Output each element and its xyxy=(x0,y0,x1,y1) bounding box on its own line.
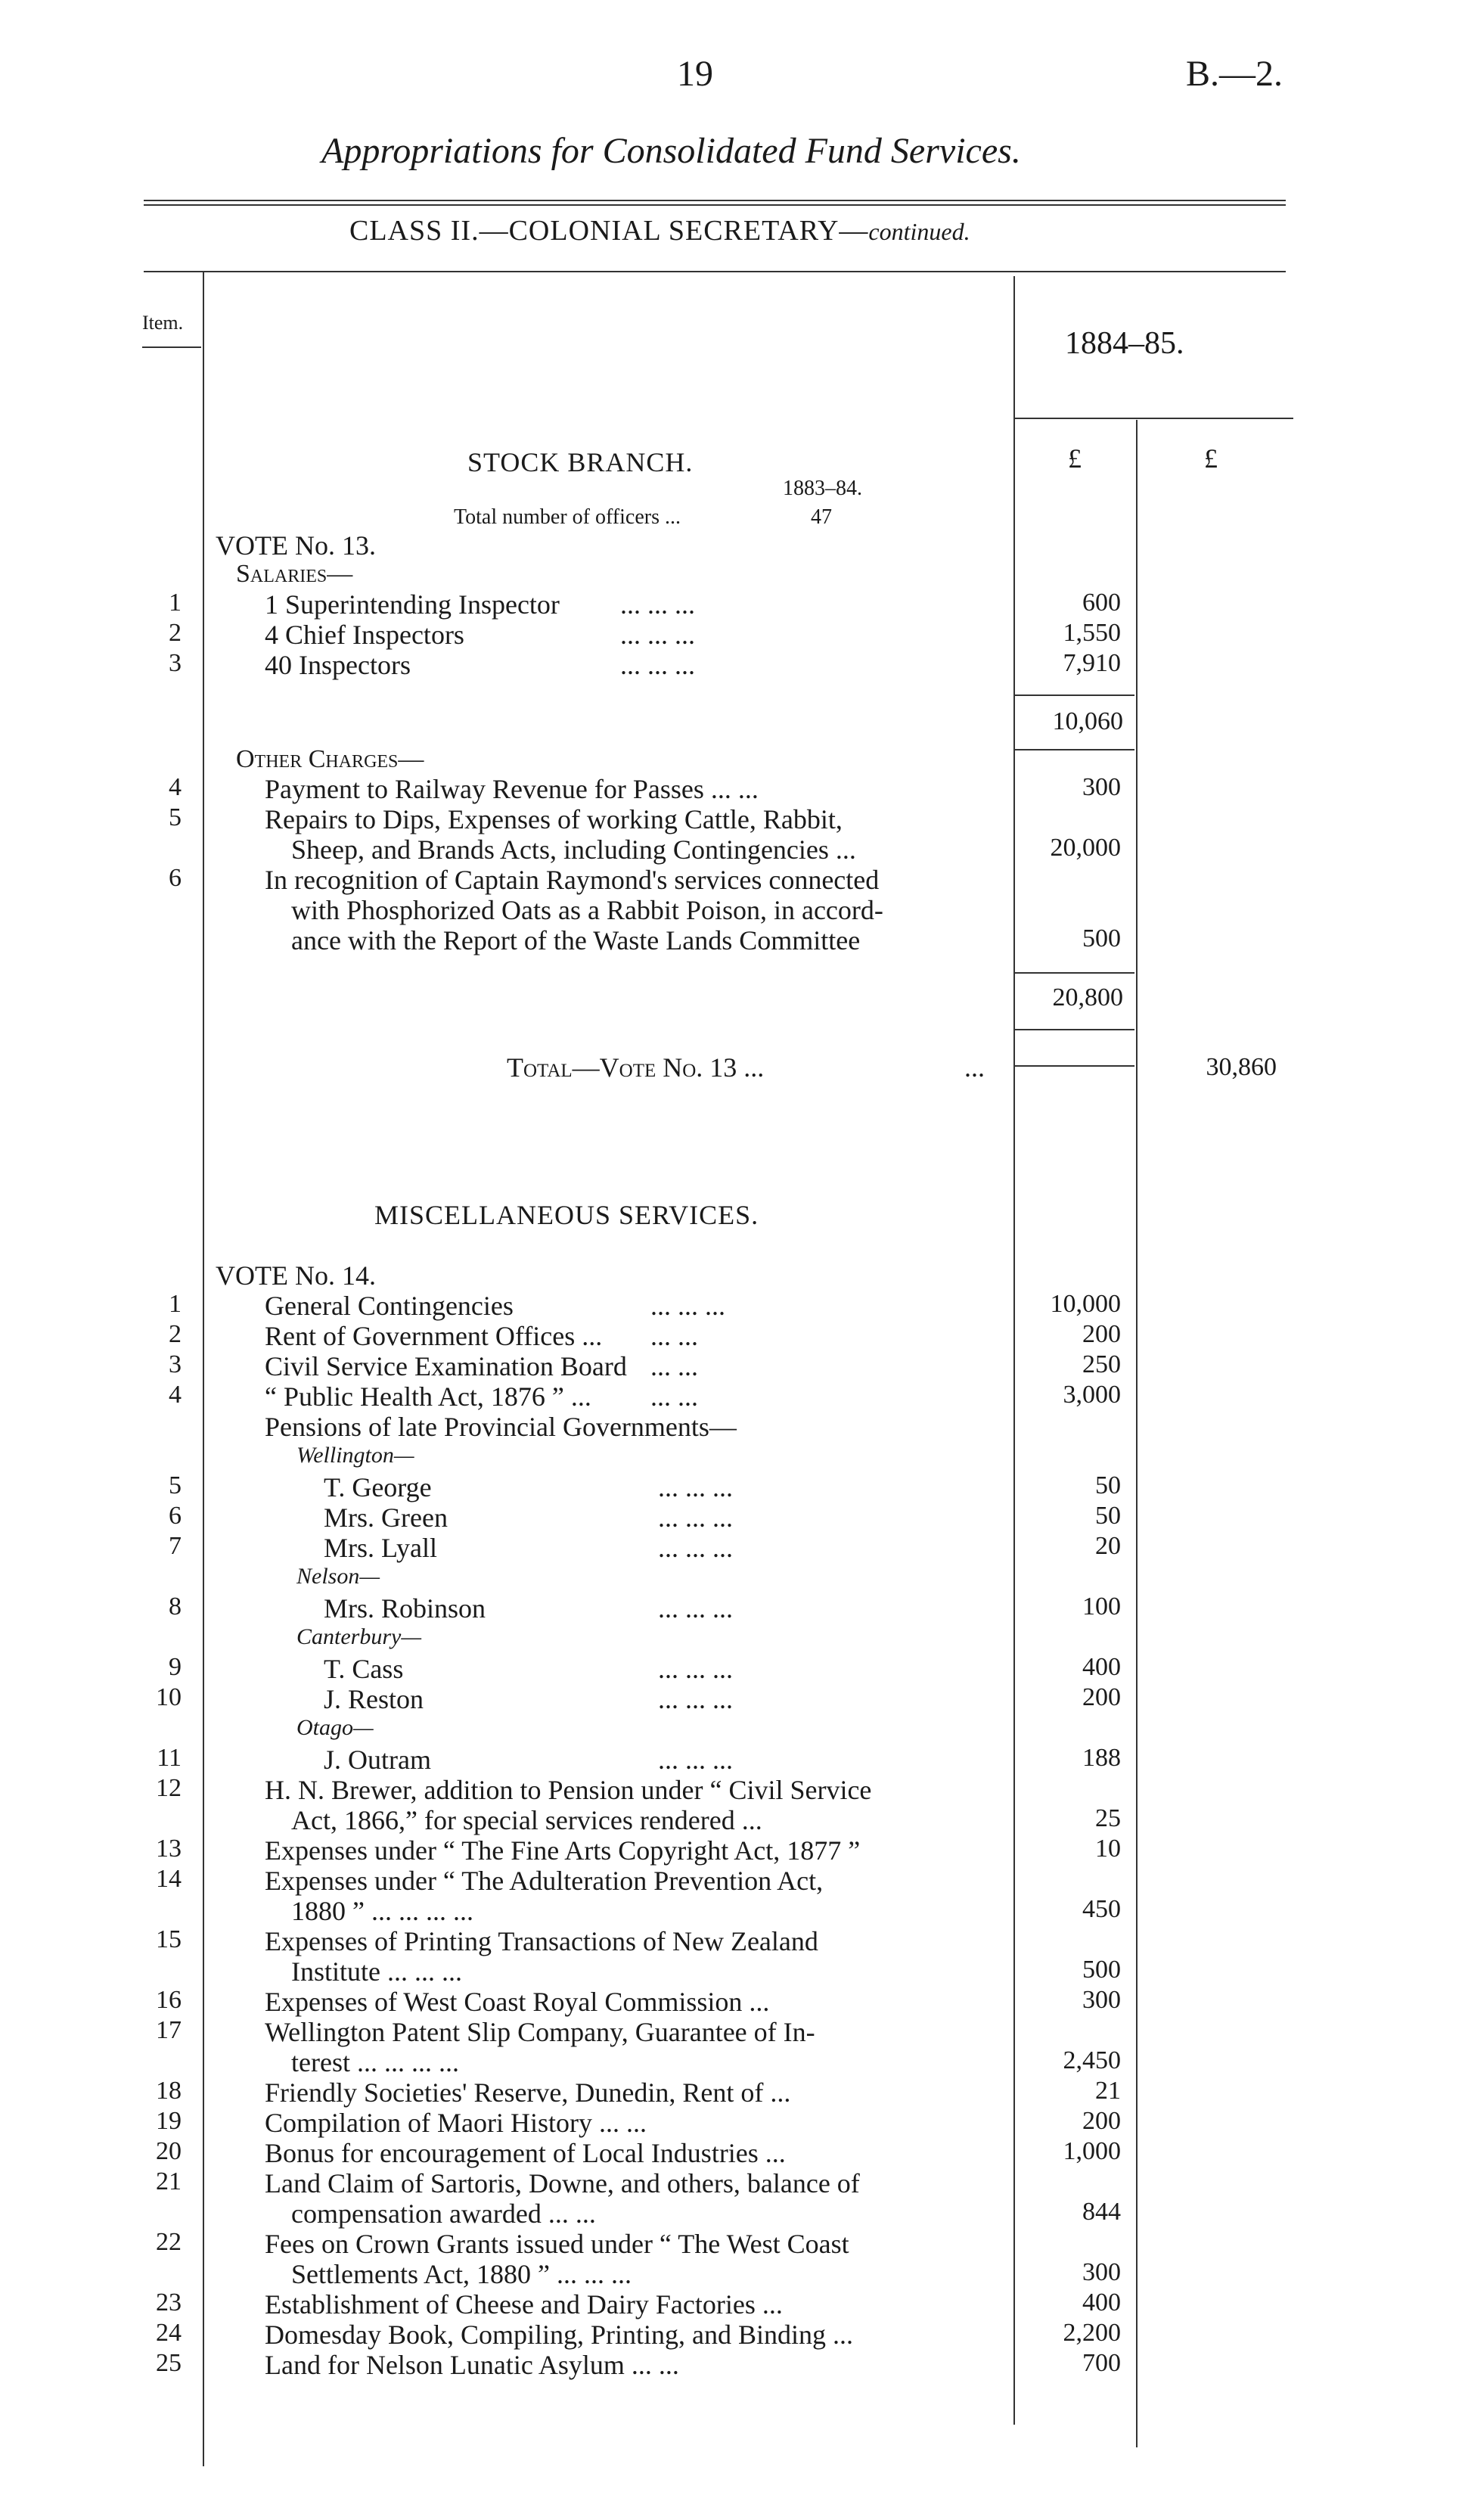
rule-header xyxy=(144,271,1286,272)
salary-amount: 7,910 xyxy=(1063,649,1121,677)
salaries-subtotal-rule xyxy=(1015,694,1134,696)
service-amount: 50 xyxy=(1095,1471,1121,1499)
service-description: Civil Service Examination Board xyxy=(265,1351,627,1381)
service-amount: 250 xyxy=(1082,1350,1121,1378)
service-amount: 500 xyxy=(1082,1956,1121,1984)
vote-13-total-dots: ... xyxy=(964,1052,985,1083)
charge-description: Sheep, and Brands Acts, including Contingencies ... xyxy=(291,834,856,865)
item-number: 6 xyxy=(169,864,182,892)
salary-description: 4 Chief Inspectors xyxy=(265,620,464,650)
item-number: 11 xyxy=(157,1744,182,1772)
rule-top-2 xyxy=(144,204,1286,206)
item-number: 16 xyxy=(156,1986,182,2014)
service-amount: 200 xyxy=(1082,2107,1121,2135)
item-number: 17 xyxy=(156,2016,182,2044)
item-number: 4 xyxy=(169,1381,182,1409)
leader-dots: ... ... ... xyxy=(658,1472,733,1502)
service-description: Fees on Crown Grants issued under “ The West Coast xyxy=(265,2229,849,2259)
item-column-header: Item. xyxy=(142,312,184,334)
salary-amount: 600 xyxy=(1082,589,1121,617)
service-description: Domesday Book, Compiling, Printing, and Binding ... xyxy=(265,2320,854,2350)
page-title: Appropriations for Consolidated Fund Services. xyxy=(321,131,1021,171)
service-description: Expenses of Printing Transactions of New Zealand xyxy=(265,1926,818,1956)
service-amount: 10 xyxy=(1095,1835,1121,1863)
item-number: 2 xyxy=(169,619,182,647)
total-column-rule xyxy=(1136,420,1138,2447)
pound-column-1: £ xyxy=(1068,443,1082,474)
service-description: Rent of Government Offices ... xyxy=(265,1321,603,1351)
other-subtotal: 20,800 xyxy=(1052,983,1123,1011)
leader-dots: ... ... ... xyxy=(620,650,695,680)
leader-dots: ... ... ... xyxy=(658,1593,733,1624)
leader-dots: ... ... ... xyxy=(658,1533,733,1563)
item-number: 10 xyxy=(156,1683,182,1711)
leader-dots: ... ... ... xyxy=(620,589,695,620)
pensioner-name: J. Reston xyxy=(324,1684,424,1714)
vote-13-total: 30,860 xyxy=(1206,1053,1277,1081)
item-number: 2 xyxy=(169,1320,182,1348)
pensioner-name: Mrs. Robinson xyxy=(324,1593,486,1624)
service-description: Pensions of late Provincial Governments— xyxy=(265,1412,737,1442)
item-number: 1 xyxy=(169,1290,182,1318)
item-number: 22 xyxy=(156,2228,182,2256)
class-heading-text: CLASS II.—COLONIAL SECRETARY— xyxy=(349,215,869,247)
leader-dots: ... ... ... xyxy=(658,1684,733,1714)
item-number: 21 xyxy=(156,2167,182,2195)
other-charges-label: Other Charges— xyxy=(236,745,424,773)
salaries-subtotal-underline xyxy=(1015,749,1134,750)
service-amount: 21 xyxy=(1095,2077,1121,2105)
charge-description: In recognition of Captain Raymond's services connected xyxy=(265,865,880,895)
item-column-rule xyxy=(203,272,204,2466)
service-description: Bonus for encouragement of Local Industries ... xyxy=(265,2138,786,2168)
item-number: 25 xyxy=(156,2349,182,2377)
service-amount: 25 xyxy=(1095,1804,1121,1832)
leader-dots: ... ... xyxy=(650,1321,698,1351)
salary-amount: 1,550 xyxy=(1063,619,1121,647)
service-description: Land Claim of Sartoris, Downe, and others, balance of xyxy=(265,2168,860,2198)
service-description: terest ... ... ... ... xyxy=(291,2047,459,2077)
item-number: 4 xyxy=(169,773,182,801)
service-description: Expenses under “ The Adulteration Prevention Act, xyxy=(265,1866,824,1896)
item-number: 19 xyxy=(156,2107,182,2135)
leader-dots: ... ... ... xyxy=(658,1745,733,1775)
leader-dots: ... ... xyxy=(650,1381,698,1412)
page-number: 19 xyxy=(677,54,713,94)
service-description: General Contingencies xyxy=(265,1291,514,1321)
item-number: 13 xyxy=(156,1835,182,1863)
charge-amount: 20,000 xyxy=(1050,834,1121,862)
service-amount: 200 xyxy=(1082,1683,1121,1711)
service-amount: 188 xyxy=(1082,1744,1121,1772)
pensioner-name: T. George xyxy=(324,1472,432,1502)
salary-description: 40 Inspectors xyxy=(265,650,411,680)
salaries-label: Salaries— xyxy=(236,560,353,588)
service-amount: 1,000 xyxy=(1063,2137,1121,2165)
service-amount: 2,200 xyxy=(1063,2319,1121,2347)
item-number: 18 xyxy=(156,2077,182,2105)
service-description: Act, 1866,” for special services rendered ... xyxy=(291,1805,762,1835)
year-header: 1884–85. xyxy=(1065,326,1184,361)
service-amount: 2,450 xyxy=(1063,2046,1121,2074)
charge-amount: 500 xyxy=(1082,924,1121,952)
province-subheading: Otago— xyxy=(296,1715,374,1740)
vote-13-total-label: Total—Vote No. 13 ... xyxy=(507,1052,765,1083)
previous-year-label: 1883–84. xyxy=(783,477,862,500)
service-amount: 100 xyxy=(1082,1592,1121,1620)
service-amount: 300 xyxy=(1082,1986,1121,2014)
service-description: Settlements Act, 1880 ” ... ... ... xyxy=(291,2259,632,2289)
pensioner-name: Mrs. Lyall xyxy=(324,1533,437,1563)
item-number: 15 xyxy=(156,1925,182,1953)
officers-label: Total number of officers ... xyxy=(454,505,681,529)
charge-description: with Phosphorized Oats as a Rabbit Poison, in accord- xyxy=(291,895,883,925)
service-description: compensation awarded ... ... xyxy=(291,2198,596,2229)
leader-dots: ... ... xyxy=(650,1351,698,1381)
service-description: Expenses under “ The Fine Arts Copyright Act, 1877 ” xyxy=(265,1835,861,1866)
item-number: 12 xyxy=(156,1774,182,1802)
service-description: Expenses of West Coast Royal Commission ... xyxy=(265,1987,770,2017)
item-number: 23 xyxy=(156,2289,182,2316)
item-number: 20 xyxy=(156,2137,182,2165)
salary-description: 1 Superintending Inspector xyxy=(265,589,560,620)
charge-description: ance with the Report of the Waste Lands Committee xyxy=(291,925,861,955)
pound-column-2: £ xyxy=(1204,443,1218,474)
officers-value: 47 xyxy=(811,505,832,529)
class-heading-suffix: continued. xyxy=(868,218,970,245)
service-description: Land for Nelson Lunatic Asylum ... ... xyxy=(265,2350,679,2380)
year-header-rule xyxy=(1015,418,1293,419)
item-header-underline xyxy=(142,346,201,348)
item-number: 6 xyxy=(169,1502,182,1530)
pensioner-name: T. Cass xyxy=(324,1654,404,1684)
service-amount: 844 xyxy=(1082,2198,1121,2226)
charge-description: Payment to Railway Revenue for Passes ... ... xyxy=(265,774,759,804)
service-amount: 10,000 xyxy=(1050,1290,1121,1318)
class-heading xyxy=(349,214,970,247)
item-number: 24 xyxy=(156,2319,182,2347)
service-description: Wellington Patent Slip Company, Guarantee of In- xyxy=(265,2017,815,2047)
item-number: 5 xyxy=(169,1471,182,1499)
service-description: “ Public Health Act, 1876 ” ... xyxy=(265,1381,591,1412)
service-description: Institute ... ... ... xyxy=(291,1956,462,1987)
service-description: H. N. Brewer, addition to Pension under “ Civil Service xyxy=(265,1775,872,1805)
service-amount: 3,000 xyxy=(1063,1381,1121,1409)
pensioner-name: J. Outram xyxy=(324,1745,431,1775)
service-amount: 200 xyxy=(1082,1320,1121,1348)
service-amount: 400 xyxy=(1082,2289,1121,2316)
item-number: 8 xyxy=(169,1592,182,1620)
service-amount: 450 xyxy=(1082,1895,1121,1923)
service-amount: 400 xyxy=(1082,1653,1121,1681)
rule-top-1 xyxy=(144,200,1286,201)
item-number: 9 xyxy=(169,1653,182,1681)
service-amount: 700 xyxy=(1082,2349,1121,2377)
vote-13-total-rule xyxy=(1015,1065,1134,1067)
vote-13-label: VOTE No. 13. xyxy=(216,530,376,561)
stock-branch-heading: STOCK BRANCH. xyxy=(467,447,694,477)
pensioner-name: Mrs. Green xyxy=(324,1502,448,1533)
item-number: 3 xyxy=(169,649,182,677)
leader-dots: ... ... ... xyxy=(658,1654,733,1684)
misc-services-heading: MISCELLANEOUS SERVICES. xyxy=(374,1200,759,1230)
vote-14-label: VOTE No. 14. xyxy=(216,1260,376,1291)
province-subheading: Canterbury— xyxy=(296,1624,421,1649)
leader-dots: ... ... ... xyxy=(620,620,695,650)
service-description: Compilation of Maori History ... ... xyxy=(265,2108,647,2138)
service-description: Establishment of Cheese and Dairy Factories ... xyxy=(265,2289,783,2320)
document-reference: B.—2. xyxy=(1186,54,1283,94)
item-number: 7 xyxy=(169,1532,182,1560)
province-subheading: Wellington— xyxy=(296,1443,414,1468)
item-number: 3 xyxy=(169,1350,182,1378)
item-number: 5 xyxy=(169,803,182,831)
service-description: Friendly Societies' Reserve, Dunedin, Rent of ... xyxy=(265,2077,791,2108)
item-number: 1 xyxy=(169,589,182,617)
charge-description: Repairs to Dips, Expenses of working Cattle, Rabbit, xyxy=(265,804,843,834)
province-subheading: Nelson— xyxy=(296,1564,380,1589)
salaries-subtotal: 10,060 xyxy=(1052,707,1123,735)
service-amount: 300 xyxy=(1082,2258,1121,2286)
other-subtotal-underline xyxy=(1015,1029,1134,1030)
other-subtotal-rule xyxy=(1015,972,1134,974)
leader-dots: ... ... ... xyxy=(658,1502,733,1533)
charge-amount: 300 xyxy=(1082,773,1121,801)
service-amount: 50 xyxy=(1095,1502,1121,1530)
leader-dots: ... ... ... xyxy=(650,1291,725,1321)
item-number: 14 xyxy=(156,1865,182,1893)
service-description: 1880 ” ... ... ... ... xyxy=(291,1896,473,1926)
service-amount: 20 xyxy=(1095,1532,1121,1560)
